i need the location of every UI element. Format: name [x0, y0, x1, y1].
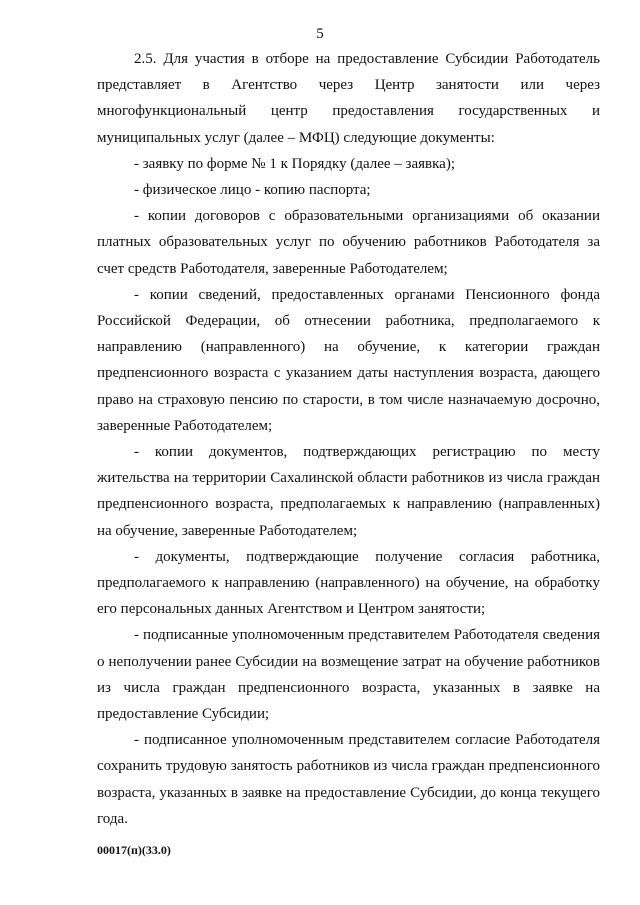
paragraph-2-5-intro: 2.5. Для участия в отборе на предоставление Субсидии Работодатель представляет в Агентство через Центр занятости или через многофункциональный центр предоставления государственных и муниципальных услуг (далее – МФЦ) следующие документы:	[97, 51, 600, 146]
paragraph-application: - заявку по форме № 1 к Порядку (далее – заявка);	[134, 155, 456, 172]
paragraph-passport: - физическое лицо - копию паспорта;	[134, 182, 371, 199]
paragraph-employment-retention: - подписанное уполномоченным представителем согласие Работодателя сохранить трудовую занятость работников из числа граждан предпенсионного возраста, указанных в заявке на предоставление Субсидии, до конца текущего года.	[97, 732, 600, 827]
page-number: 5	[316, 26, 324, 42]
paragraph-registration: - копии документов, подтверждающих регистрацию по месту жительства на территории Сахалинской области работников из числа граждан предпенсионного возраста, предполагаемых к направлению (направленных) на обучение, заверенные Работодателем;	[97, 444, 600, 539]
paragraph-no-prior-subsidy: - подписанные уполномоченным представителем Работодателя сведения о неполучении ранее Субсидии на возмещение затрат на обучение работников из числа граждан предпенсионного возраста, указанных в заявке на предоставление Субсидии;	[97, 627, 600, 723]
paragraph-consent-personal-data: - документы, подтверждающие получение согласия работника, предполагаемого к направлению (направленного) на обучение, на обработку его персональных данных Агентством и Центром занятости;	[97, 548, 600, 618]
paragraph-pension-fund-info: - копии сведений, предоставленных органами Пенсионного фонда Российской Федерации, об отнесении работника, предполагаемого к направлению (направленного) на обучение, к категории граждан предпенсионного возраста с указанием даты наступления возраста, дающего право на страховую пенсию по старости, в том числе назначаемую досрочно, заверенные Работодателем;	[97, 286, 600, 434]
document-footer-code: 00017(п)(33.0)	[97, 843, 171, 857]
paragraph-contracts: - копии договоров с образовательными организациями об оказании платных образовательных услуг по обучению работников Работодателя за счет средств Работодателя, заверенные Работодателем;	[97, 208, 600, 277]
document-body	[97, 46, 600, 832]
